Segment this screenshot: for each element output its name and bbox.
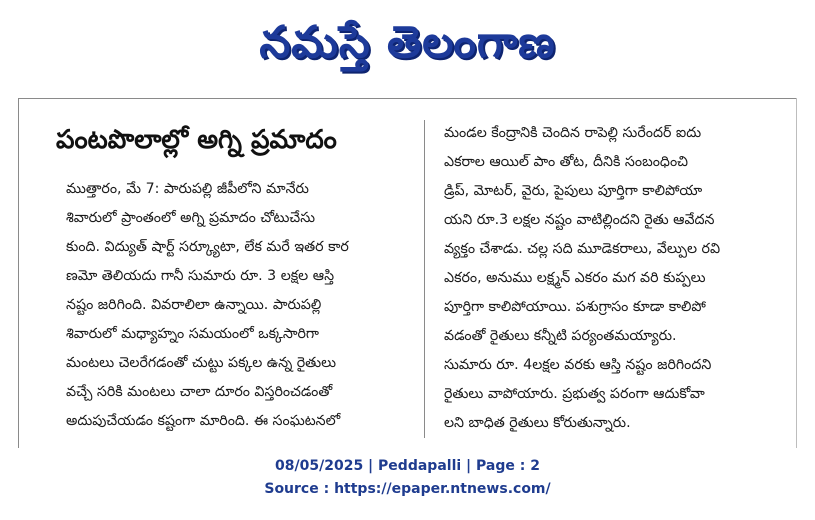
text-line: వడంతో రైతులు కన్నీటి పర్యంతమయ్యారు. [444,328,677,344]
text-line: ముత్తారం, మే 7: పారుపల్లి జీపీలోని మానేరు [66,181,309,197]
text-line: శివారులో మధ్యాహ్నం సమయంలో ఒక్కసారిగా [66,326,319,342]
newspaper-masthead [0,8,815,78]
text-line: శివారులో ప్రాంతంలో అగ్ని ప్రమాదం చోటుచేసు [66,210,316,226]
text-line: అదుపుచేయడం కష్టంగా మారింది. ఈ సంఘటనలో [66,413,341,429]
article-headline: పంటపొలాల్లో అగ్ని ప్రమాదం [56,125,337,155]
text-line: వచ్చే సరికి మంటలు చాలా దూరం విస్తరించడంతో [66,384,333,400]
masthead-title: నమస్తే తెలంగాణ [259,17,556,68]
text-line: ఎకరం, అనుము లక్ష్మన్ ఎకరం మగ వరి కుప్పలు [444,270,706,286]
text-line: పూర్తిగా కాలిపోయాయి. పశుగ్రాసం కూడా కాలిపో [444,299,706,315]
text-line: వ్యక్తం చేశాడు. చల్ల సది మూడెకరాలు, వేల్పుల రవి [444,241,721,257]
article-right-column [444,119,779,438]
footer-source: Source : https://epaper.ntnews.com/ [264,481,551,497]
text-line: ఎకరాల ఆయిల్ పాం తోట, దీనికి సంబంధించి [444,154,689,170]
text-line: మండల కేంద్రానికి చెందిన రాపెల్లి సురేందర్ ఐదు [444,125,702,141]
clipping-right-border [796,98,797,448]
text-line: ణమో తెలియదు గానీ సుమారు రూ. 3 లక్షల ఆస్తి [66,268,335,284]
text-line: నష్టం జరిగింది. వివరాలిలా ఉన్నాయి. పారుపల్లి [66,297,322,313]
text-line: కుంది. విద్యుత్ షార్ట్ సర్క్యూటా, లేక మరే ఇతర కార [66,239,349,255]
text-line: సుమారు రూ. 4లక్షల వరకు ఆస్తి నష్టం జరిగిందని [444,357,712,373]
text-line: మంటలు చెలరేగడంతో చుట్టు పక్కల ఉన్న రైతులు [66,355,337,371]
text-line: లని బాధిత రైతులు కోరుతున్నారు. [444,415,631,431]
text-line: రైతులు వాపోయారు. ప్రభుత్వ పరంగా ఆదుకోవా [444,386,705,402]
text-line: డ్రిప్, మోటర్, వైరు, పైపులు పూర్తిగా కాలిపోయా [444,183,703,199]
article-left-column [66,175,418,436]
column-divider [424,120,425,438]
text-line: యని రూ.3 లక్షల నష్టం వాటిల్లిందని రైతు ఆవేదన [444,212,715,228]
footer-edition-info: 08/05/2025 | Peddapalli | Page : 2 [275,458,540,474]
